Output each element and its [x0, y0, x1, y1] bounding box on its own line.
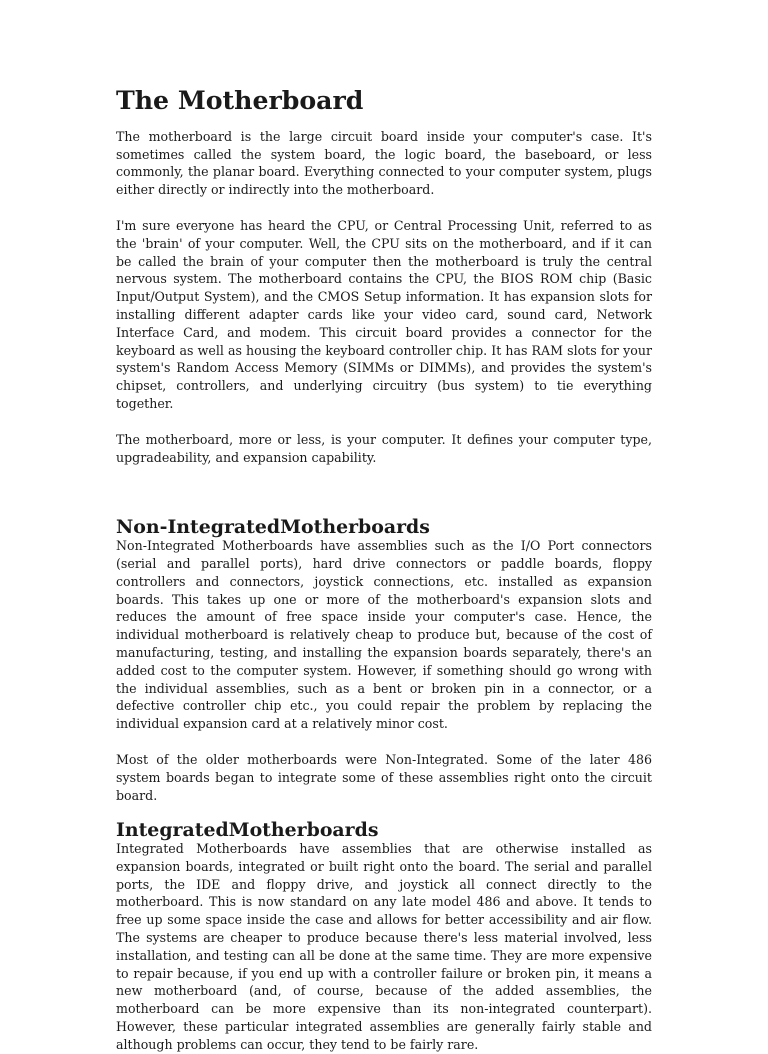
paragraph-motherboard-cpu: I'm sure everyone has heard the CPU, or Central Processing Unit, referred to as the 'brain' of your computer. Well, the CPU sits on the motherboard, and if it can be called the brain of your computer then the motherboard is truly the central nervous system. The motherboard contains the CPU, the BIOS ROM chip (Basic Input/Output System), and the CMOS Setup information. It has expansion slots for installing different adapter cards like your video card, sound card, Network Interface Card, and modem. This circuit board provides a connector for the keyboard as well as housing the keyboard controller chip. It has RAM slots for your system's Random Access Memory (SIMMs or DIMMs), and provides the system's chipset, controllers, and underlying circuitry (bus system) to tie everything together.	[116, 217, 652, 411]
section-heading-motherboard: The Motherboard	[116, 85, 364, 115]
section-heading-non-integrated: Non-IntegratedMotherboards	[116, 516, 430, 539]
paragraph-motherboard-intro: The motherboard is the large circuit board inside your computer's case. It's sometimes called the system board, the logic board, the baseboard, or less commonly, the planar board. Everything connected to your computer system, plugs either directly or indirectly into the motherboard.	[116, 128, 652, 198]
paragraph-non-integrated-history: Most of the older motherboards were Non-Integrated. Some of the later 486 system boards began to integrate some of these assemblies right onto the circuit board.	[116, 751, 652, 803]
document-page	[116, 85, 652, 1054]
paragraph-non-integrated-description: Non-Integrated Motherboards have assemblies such as the I/O Port connectors (serial and parallel ports), hard drive connectors or paddle boards, floppy controllers and connectors, joystick connections, etc. installed as expansion boards. This takes up one or more of the motherboard's expansion slots and reduces the amount of free space inside your computer's case. Hence, the individual motherboard is relatively cheap to produce but, because of the cost of manufacturing, testing, and installing the expansion boards separately, there's an added cost to the computer system. However, if something should go wrong with the individual assemblies, such as a bent or broken pin in a connector, or a defective controller chip etc., you could repair the problem by replacing the individual expansion card at a relatively minor cost.	[116, 538, 652, 732]
section-heading-integrated: IntegratedMotherboards	[116, 819, 379, 842]
paragraph-motherboard-summary: The motherboard, more or less, is your computer. It defines your computer type, upgradeability, and expansion capability.	[116, 431, 652, 465]
paragraph-integrated-description: Integrated Motherboards have assemblies that are otherwise installed as expansion boards, integrated or built right onto the board. The serial and parallel ports, the IDE and floppy drive, and joystick all connect directly to the motherboard. This is now standard on any late model 486 and above. It tends to free up some space inside the case and allows for better accessibility and air flow. The systems are cheaper to produce because there's less material involved, less installation, and testing can all be done at the same time. They are more expensive to repair because, if you end up with a controller failure or broken pin, it means a new motherboard (and, of course, because of the added assemblies, the motherboard can be more expensive than its non-integrated counterpart). However, these particular integrated assemblies are generally fairly stable and although problems can occur, they tend to be fairly rare.	[116, 841, 652, 1052]
